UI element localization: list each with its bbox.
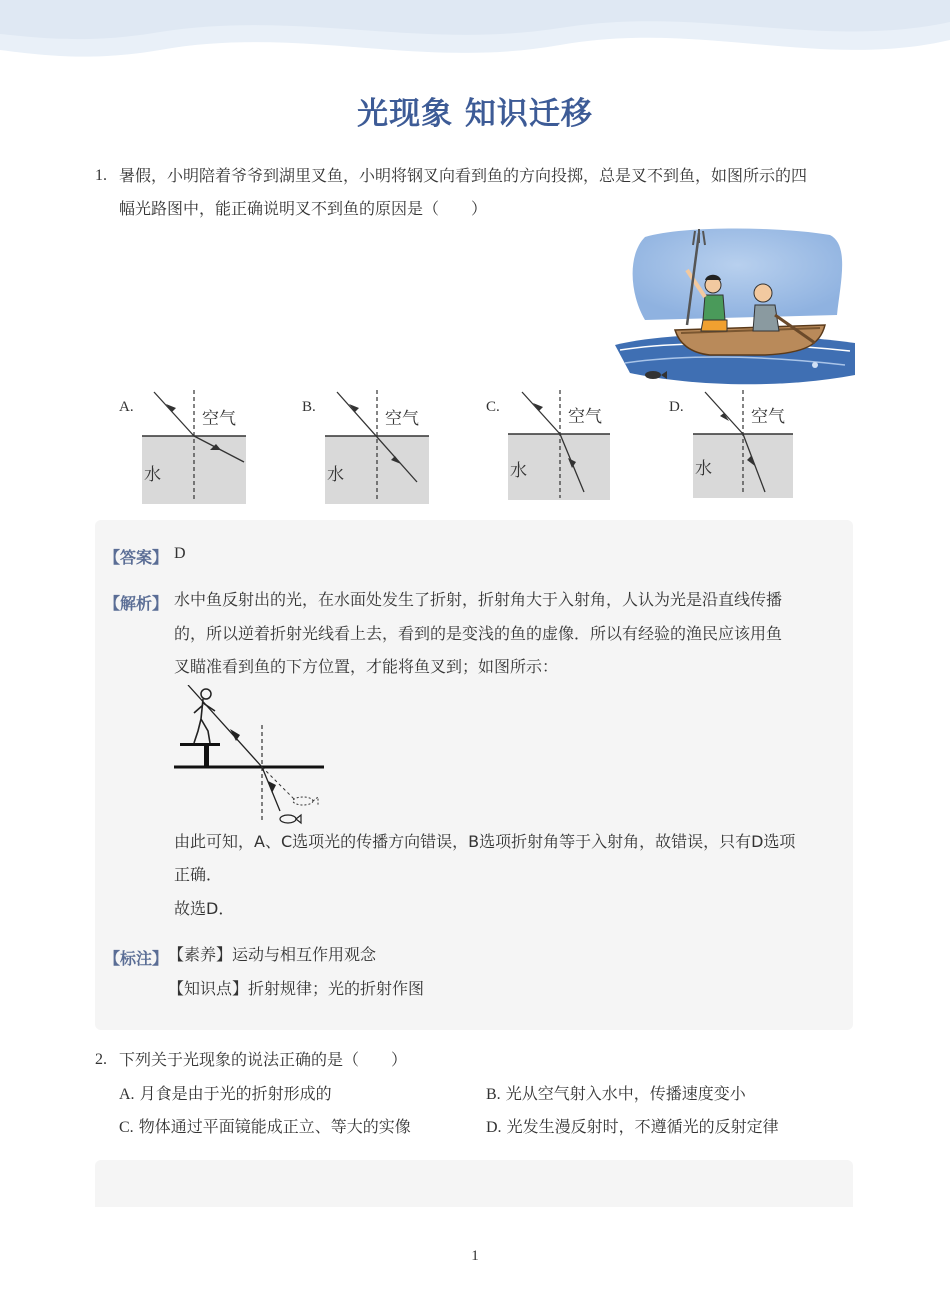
note-line-1: 【素养】运动与相互作用观念: [168, 945, 377, 964]
q2-answer-panel: [95, 1160, 853, 1207]
option-c-label: C.: [486, 399, 500, 415]
option-d-diagram[interactable]: [693, 390, 799, 505]
question-1-stem-line2: 幅光路图中，能正确说明叉不到鱼的原因是（ ）: [119, 199, 488, 218]
option-a-water-text: 水: [144, 465, 161, 485]
option-d-water-text: 水: [695, 459, 712, 479]
q2-option-a[interactable]: [119, 1077, 332, 1111]
option-c-air-text: 空气: [568, 407, 602, 427]
fishing-boat-illustration: [615, 225, 855, 390]
q2-option-d[interactable]: [486, 1110, 779, 1144]
q2-option-c-letter: C.: [119, 1119, 134, 1136]
q2-option-b-text: 光从空气射入水中，传播速度变小: [505, 1084, 746, 1103]
option-b-air-text: 空气: [385, 409, 419, 429]
analysis-line-3: 叉瞄准看到鱼的下方位置，才能将鱼叉到；如图所示：: [174, 657, 559, 676]
conclusion-line-2: 正确．: [174, 865, 223, 884]
option-d-air-text: 空气: [751, 407, 785, 427]
q2-option-a-text: 月食是由于光的折射形成的: [139, 1084, 332, 1103]
answer-tag: 【答案】: [104, 548, 169, 567]
header-wave-decoration: [0, 0, 950, 70]
option-c-diagram[interactable]: [508, 390, 614, 505]
note-line-2: 【知识点】折射规律；光的折射作图: [168, 979, 425, 998]
analysis-line-2: 的，所以逆着折射光线看上去，看到的是变浅的鱼的虚像．所以有经验的渔民应该用鱼: [174, 624, 783, 643]
answer-value: D: [174, 545, 186, 562]
question-1-number: 1.: [95, 167, 107, 184]
page-number: 1: [471, 1248, 479, 1264]
option-b-diagram[interactable]: [325, 390, 431, 505]
option-a-diagram[interactable]: [142, 390, 248, 505]
option-b-water-text: 水: [327, 465, 344, 485]
conclusion-line-1: 由此可知，A、C选项光的传播方向错误，B选项折射角等于入射角，故错误，只有D选项: [174, 832, 796, 851]
conclusion-line-3: 故选D．: [174, 899, 235, 918]
q2-option-a-letter: A.: [119, 1086, 135, 1103]
q2-option-b[interactable]: [486, 1077, 746, 1111]
analysis-tag: 【解析】: [104, 594, 169, 613]
q2-option-d-letter: D.: [486, 1119, 502, 1136]
analysis-line-1: 水中鱼反射出的光，在水面处发生了折射，折射角大于入射角，人认为光是沿直线传播: [174, 590, 783, 609]
q2-option-c[interactable]: [119, 1110, 411, 1144]
q2-option-b-letter: B.: [486, 1086, 501, 1103]
question-2-stem: 下列关于光现象的说法正确的是（ ）: [119, 1050, 408, 1069]
option-c-water-text: 水: [510, 461, 527, 481]
question-2-number: 2.: [95, 1051, 107, 1068]
q2-option-c-text: 物体通过平面镜能成正立、等大的实像: [138, 1117, 411, 1136]
option-a-label: A.: [119, 399, 134, 415]
option-b-label: B.: [302, 399, 316, 415]
explanation-diagram: [170, 685, 330, 827]
note-tag: 【标注】: [104, 949, 169, 968]
q2-option-d-text: 光发生漫反射时，不遵循光的反射定律: [506, 1117, 779, 1136]
option-d-label: D.: [669, 399, 684, 415]
question-1-stem-line1: 暑假，小明陪着爷爷到湖里叉鱼，小明将钢叉向看到鱼的方向投掷，总是叉不到鱼，如图所示的四: [119, 166, 808, 185]
page-title: 光现象 知识迁移: [357, 96, 593, 132]
option-a-air-text: 空气: [202, 409, 236, 429]
